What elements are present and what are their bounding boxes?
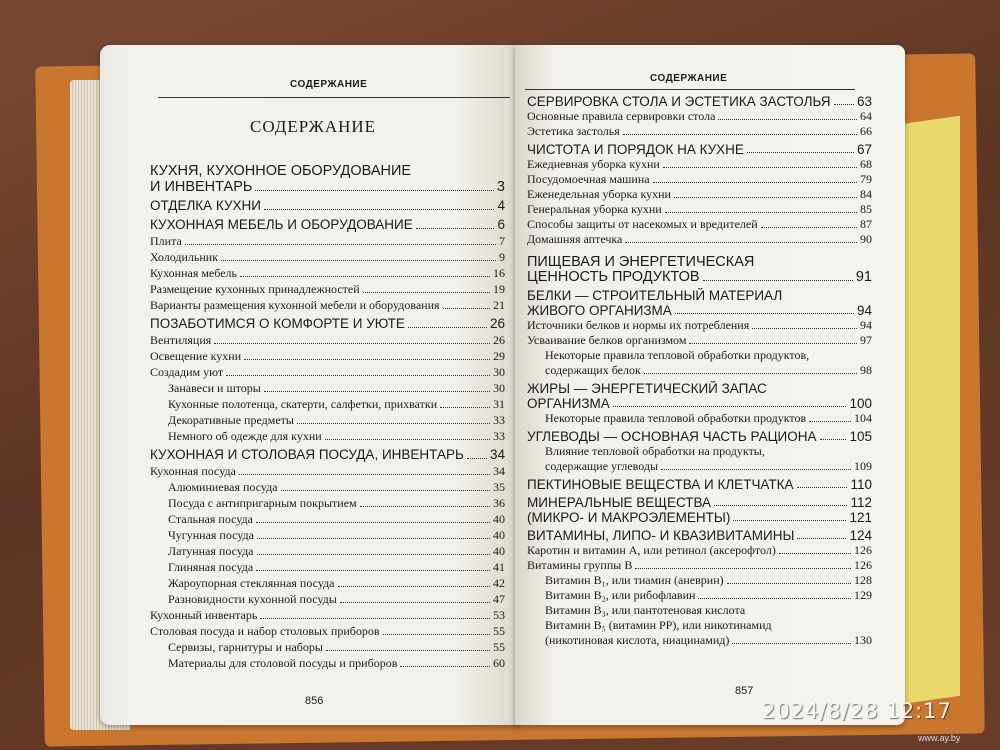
toc-leader-dots (185, 244, 496, 245)
toc-entry-text: Латунная посуда (168, 544, 254, 558)
toc-entry-text: СЕРВИРОВКА СТОЛА И ЭСТЕТИКА ЗАСТОЛЬЯ (527, 94, 831, 109)
toc-entry-text: (МИКРО- И МАКРОЭЛЕМЕНТЫ) (527, 510, 731, 525)
toc-entry-text: Основные правила сервировки стола (527, 109, 716, 123)
toc-entry-page: 35 (493, 480, 505, 494)
toc-entry-page: 130 (854, 633, 872, 647)
watermark: www.ay.by (918, 733, 961, 743)
toc-entry-page: 34 (493, 464, 505, 478)
toc-entry-text: ПЕКТИНОВЫЕ ВЕЩЕСТВА И КЛЕТЧАТКА (527, 477, 794, 492)
toc-entry (527, 543, 872, 558)
toc-entry-page: 53 (493, 608, 505, 622)
toc-entry-text: КУХОННАЯ И СТОЛОВАЯ ПОСУДА, ИНВЕНТАРЬ (150, 447, 464, 462)
toc-entry-page: 19 (493, 282, 505, 296)
toc-entry-text: Освещение кухни (150, 349, 242, 363)
toc-entry (527, 318, 872, 333)
toc-leader-dots (689, 343, 857, 344)
toc-entry-page: 91 (855, 269, 872, 285)
toc-entry-line (545, 348, 872, 363)
toc-entry-text: Некоторые правила тепловой обработки продуктов, (545, 348, 810, 362)
toc-entry (150, 265, 505, 281)
toc-entry-page: 112 (850, 495, 872, 510)
toc-leader-dots (761, 227, 857, 228)
toc-entry-page: 33 (493, 413, 505, 427)
toc-leader-dots (733, 520, 846, 521)
toc-leader-dots (674, 197, 857, 198)
toc-entry-text: И ИНВЕНТАРЬ (150, 179, 253, 195)
left-toc-list (150, 155, 505, 671)
toc-entry-line (545, 444, 872, 459)
toc-entry (527, 495, 872, 525)
toc-entry-text: Немного об одежде для кухни (168, 429, 322, 443)
toc-leader-dots (338, 586, 491, 587)
toc-leader-dots (255, 190, 494, 191)
toc-entry-text: Кухонная посуда (150, 464, 236, 478)
toc-entry (150, 249, 505, 265)
toc-leader-dots (256, 570, 490, 571)
toc-entry (527, 255, 872, 285)
right-running-header: СОДЕРЖАНИЕ (650, 73, 728, 84)
left-running-header: СОДЕРЖАНИЕ (290, 79, 368, 90)
toc-entry (150, 495, 505, 511)
toc-entry-text: содержащие углеводы (545, 459, 659, 473)
toc-entry (150, 348, 505, 364)
toc-entry-page: 84 (860, 187, 872, 201)
right-toc-list (527, 91, 872, 648)
toc-entry (150, 217, 505, 233)
toc-leader-dots (408, 327, 487, 328)
toc-leader-dots (665, 212, 857, 213)
toc-entry (150, 607, 505, 623)
right-page (515, 45, 905, 725)
toc-entry-line (527, 381, 872, 396)
toc-entry-page: 40 (493, 528, 505, 542)
toc-entry (150, 527, 505, 543)
right-page-number: 857 (735, 685, 754, 697)
toc-leader-dots (797, 538, 846, 539)
toc-leader-dots (635, 568, 851, 569)
toc-entry (150, 559, 505, 575)
toc-leader-dots (221, 260, 496, 261)
toc-entry-text: Чугунная посуда (168, 528, 254, 542)
toc-entry (150, 412, 505, 428)
toc-entry (527, 288, 872, 318)
toc-entry-text: Усваивание белков организмом (527, 333, 687, 347)
toc-entry-page: 87 (860, 217, 872, 231)
toc-entry (527, 232, 872, 247)
toc-entry (150, 316, 505, 332)
photo-timestamp: 2024/8/28 12:17 (762, 699, 952, 723)
toc-entry-text: ПОЗАБОТИМСЯ О КОМФОРТЕ И УЮТЕ (150, 316, 405, 331)
toc-entry-page: 67 (856, 142, 872, 157)
toc-entry (527, 558, 872, 573)
toc-entry-page: 97 (860, 333, 872, 347)
toc-entry-line (527, 288, 872, 303)
toc-leader-dots (732, 643, 851, 644)
toc-entry-text: Кухонные полотенца, скатерти, салфетки, прихватки (168, 397, 438, 411)
toc-leader-dots (443, 308, 490, 309)
toc-entry (150, 575, 505, 591)
toc-leader-dots (752, 328, 857, 329)
toc-entry-text: УГЛЕВОДЫ — ОСНОВНАЯ ЧАСТЬ РАЦИОНА (527, 429, 817, 444)
toc-entry-text: Домашняя аптечка (527, 232, 623, 246)
toc-entry-page: 31 (493, 397, 505, 411)
toc-leader-dots (240, 276, 490, 277)
toc-entry (527, 202, 872, 217)
toc-leader-dots (663, 167, 857, 168)
toc-entry (150, 623, 505, 639)
toc-entry-page: 42 (493, 576, 505, 590)
toc-leader-dots (718, 119, 857, 120)
toc-entry-text: Еженедельная уборка кухни (527, 187, 671, 201)
right-header-rule (525, 89, 855, 90)
toc-entry-page: 16 (493, 266, 505, 280)
toc-entry-page: 110 (850, 477, 872, 492)
page-edge-yellow (900, 116, 960, 704)
toc-entry (150, 655, 505, 671)
toc-entry (527, 217, 872, 232)
toc-entry-page: 40 (493, 544, 505, 558)
toc-entry-text: ЧИСТОТА И ПОРЯДОК НА КУХНЕ (527, 142, 744, 157)
toc-entry (527, 348, 872, 378)
toc-entry (527, 444, 872, 474)
toc-entry-text: Холодильник (150, 250, 219, 264)
toc-leader-dots (264, 209, 495, 210)
toc-entry (527, 94, 872, 109)
toc-entry-page: 79 (860, 172, 872, 186)
toc-entry-page: 104 (854, 411, 872, 425)
toc-leader-dots (214, 343, 490, 344)
toc-leader-dots (264, 391, 490, 392)
toc-entry-text: ЖИРЫ — ЭНЕРГЕТИЧЕСКИЙ ЗАПАС (527, 381, 767, 396)
toc-entry-page: 128 (854, 573, 872, 587)
toc-entry-page: 66 (860, 124, 872, 138)
toc-entry-page: 6 (497, 217, 505, 232)
toc-entry (527, 588, 872, 603)
toc-leader-dots (467, 458, 487, 459)
toc-leader-dots (416, 228, 495, 229)
toc-leader-dots (325, 439, 490, 440)
toc-leader-dots (239, 474, 490, 475)
toc-entry (527, 477, 872, 492)
toc-leader-dots (714, 505, 847, 506)
toc-entry (150, 281, 505, 297)
toc-entry (527, 187, 872, 202)
toc-entry (527, 381, 872, 411)
toc-entry-text: Способы защиты от насекомых и вредителей (527, 217, 758, 231)
toc-entry-text: Алюминиевая посуда (168, 480, 278, 494)
toc-leader-dots (257, 554, 491, 555)
toc-leader-dots (797, 487, 848, 488)
toc-entry (150, 511, 505, 527)
toc-entry (150, 639, 505, 655)
toc-entry-text: Кухонный инвентарь (150, 608, 258, 622)
toc-entry (150, 233, 505, 249)
toc-entry-page: 21 (493, 298, 505, 312)
toc-entry (527, 411, 872, 426)
toc-entry-text: КУХНЯ, КУХОННОЕ ОБОРУДОВАНИЕ (150, 163, 412, 179)
toc-entry-text: Занавеси и шторы (168, 381, 261, 395)
toc-entry-text: Витамин В₅ (витамин РР), или никотинамид (545, 618, 772, 632)
toc-leader-dots (281, 490, 490, 491)
toc-entry-text: Посуда с антипригарным покрытием (168, 496, 357, 510)
toc-entry-page: 126 (854, 558, 872, 572)
toc-entry (150, 479, 505, 495)
toc-entry-text: Вентиляция (150, 333, 212, 347)
toc-leader-dots (779, 553, 851, 554)
toc-entry (150, 163, 505, 195)
toc-entry-page: 47 (493, 592, 505, 606)
toc-leader-dots (244, 359, 490, 360)
left-header-rule (158, 97, 510, 98)
toc-entry-line (545, 618, 872, 633)
left-toc-title: СОДЕРЖАНИЕ (250, 117, 377, 136)
toc-entry-text: Разновидности кухонной посуды (168, 592, 337, 606)
toc-entry-text: ВИТАМИНЫ, ЛИПО- И КВАЗИВИТАМИНЫ (527, 528, 795, 543)
toc-entry-text: Влияние тепловой обработки на продукты, (545, 444, 765, 458)
toc-entry-text: ЦЕННОСТЬ ПРОДУКТОВ (527, 269, 700, 285)
toc-leader-dots (727, 583, 851, 584)
toc-entry (150, 198, 505, 214)
toc-entry (527, 142, 872, 157)
toc-entry-page: 98 (860, 363, 872, 377)
toc-entry-page: 26 (489, 316, 505, 331)
toc-entry-page: 29 (493, 349, 505, 363)
toc-entry-text: Плита (150, 234, 182, 248)
toc-leader-dots (383, 634, 490, 635)
toc-leader-dots (226, 375, 490, 376)
toc-entry-text: Витамин В₃, или пантотеновая кислота (545, 603, 746, 617)
toc-entry-page: 9 (499, 250, 505, 264)
toc-leader-dots (326, 650, 490, 651)
toc-entry (150, 447, 505, 463)
toc-entry-text: Генеральная уборка кухни (527, 202, 662, 216)
toc-leader-dots (644, 373, 857, 374)
toc-entry-page: 124 (849, 528, 872, 543)
toc-leader-dots (440, 407, 490, 408)
toc-entry-page: 63 (856, 94, 872, 109)
toc-leader-dots (809, 421, 851, 422)
toc-leader-dots (661, 469, 851, 470)
toc-entry-text: ПИЩЕВАЯ И ЭНЕРГЕТИЧЕСКАЯ (527, 255, 755, 270)
toc-entry-text: Ежедневная уборка кухни (527, 157, 660, 171)
toc-entry (527, 124, 872, 139)
toc-entry-text: Размещение кухонных принадлежностей (150, 282, 360, 296)
toc-entry-text: Каротин и витамин А, или ретинол (аксерофтол) (527, 543, 776, 557)
toc-entry-text: Источники белков и нормы их потребления (527, 318, 750, 332)
toc-entry-page: 33 (493, 429, 505, 443)
toc-entry-page: 105 (849, 429, 872, 444)
toc-leader-dots (625, 242, 857, 243)
toc-entry-page: 4 (497, 198, 505, 213)
toc-leader-dots (400, 666, 490, 667)
toc-entry-text: Жароупорная стеклянная посуда (168, 576, 335, 590)
toc-entry (150, 463, 505, 479)
toc-entry-text: содержащих белок (545, 363, 641, 377)
toc-entry-text: Глиняная посуда (168, 560, 254, 574)
toc-entry-page: 55 (493, 624, 505, 638)
toc-entry (527, 618, 872, 648)
left-page (100, 45, 520, 725)
toc-entry (527, 333, 872, 348)
toc-entry-page: 100 (849, 396, 872, 411)
toc-leader-dots (698, 598, 851, 599)
toc-entry-text: КУХОННАЯ МЕБЕЛЬ И ОБОРУДОВАНИЕ (150, 217, 413, 232)
toc-entry-page: 126 (854, 543, 872, 557)
toc-entry (150, 364, 505, 380)
toc-entry-text: МИНЕРАЛЬНЫЕ ВЕЩЕСТВА (527, 495, 712, 510)
toc-entry-text: ОТДЕЛКА КУХНИ (150, 198, 261, 213)
toc-entry-text: Материалы для столовой посуды и приборов (168, 656, 398, 670)
toc-entry-page: 94 (860, 318, 872, 332)
toc-entry-page: 121 (849, 510, 872, 525)
toc-entry-page: 90 (860, 232, 872, 246)
toc-entry-page: 85 (860, 202, 872, 216)
toc-entry-text: Кухонная мебель (150, 266, 237, 280)
toc-entry-line (527, 255, 872, 270)
toc-leader-dots (747, 152, 854, 153)
toc-entry-text: (никотиновая кислота, ниацинамид) (545, 633, 730, 647)
toc-entry (150, 297, 505, 313)
toc-entry-page: 60 (493, 656, 505, 670)
toc-entry-page: 41 (493, 560, 505, 574)
toc-leader-dots (820, 439, 847, 440)
toc-leader-dots (297, 423, 490, 424)
toc-entry-text: Витамины группы В (527, 558, 633, 572)
toc-entry (527, 429, 872, 444)
toc-leader-dots (260, 618, 490, 619)
toc-entry-page: 30 (493, 381, 505, 395)
toc-entry-text: БЕЛКИ — СТРОИТЕЛЬНЫЙ МАТЕРИАЛ (527, 288, 783, 303)
left-page-number: 856 (305, 695, 324, 707)
toc-entry-text: Декоративные предметы (168, 413, 294, 427)
toc-entry-text: ЖИВОГО ОРГАНИЗМА (527, 303, 672, 318)
toc-entry-text: Варианты размещения кухонной мебели и оборудования (150, 298, 440, 312)
toc-leader-dots (340, 602, 490, 603)
toc-leader-dots (257, 538, 490, 539)
toc-entry-text: ОРГАНИЗМА (527, 396, 610, 411)
toc-entry-text: Посудомоечная машина (527, 172, 650, 186)
toc-entry (150, 396, 505, 412)
toc-leader-dots (675, 313, 854, 314)
toc-entry-page: 94 (856, 303, 872, 318)
toc-entry-page: 36 (493, 496, 505, 510)
toc-entry-page: 3 (496, 179, 505, 195)
toc-entry-text: Столовая посуда и набор столовых приборов (150, 624, 380, 638)
toc-entry (150, 428, 505, 444)
toc-entry-text: Создадим уют (150, 365, 224, 379)
toc-entry-page: 109 (854, 459, 872, 473)
toc-entry-page: 7 (499, 234, 505, 248)
toc-leader-dots (613, 406, 847, 407)
toc-entry-text: Некоторые правила тепловой обработки продуктов (545, 411, 807, 425)
toc-leader-dots (363, 292, 490, 293)
toc-entry (527, 573, 872, 588)
toc-entry (527, 528, 872, 543)
toc-entry (150, 543, 505, 559)
toc-entry-page: 55 (493, 640, 505, 654)
toc-entry (150, 380, 505, 396)
toc-entry-page: 40 (493, 512, 505, 526)
toc-entry (527, 603, 872, 618)
toc-entry-page: 30 (493, 365, 505, 379)
toc-leader-dots (703, 280, 853, 281)
toc-entry-text: Эстетика застолья (527, 124, 620, 138)
toc-leader-dots (653, 182, 857, 183)
toc-entry (527, 172, 872, 187)
toc-entry (150, 332, 505, 348)
toc-entry-text: Стальная посуда (168, 512, 253, 526)
toc-entry (150, 591, 505, 607)
toc-entry-page: 68 (860, 157, 872, 171)
toc-leader-dots (834, 104, 854, 105)
toc-leader-dots (360, 506, 490, 507)
toc-entry (527, 109, 872, 124)
toc-leader-dots (623, 134, 857, 135)
toc-entry (527, 157, 872, 172)
toc-entry-page: 64 (860, 109, 872, 123)
toc-leader-dots (256, 522, 490, 523)
toc-entry-text: Сервизы, гарнитуры и наборы (168, 640, 323, 654)
toc-entry-page: 26 (493, 333, 505, 347)
toc-entry-text: Витамин В₂, или рибофлавин (545, 588, 696, 602)
toc-entry-page: 129 (854, 588, 872, 602)
toc-entry-page: 34 (489, 447, 505, 462)
toc-entry-line (150, 163, 505, 179)
toc-entry-text: Витамин В₁, или тиамин (аневрин) (545, 573, 724, 587)
